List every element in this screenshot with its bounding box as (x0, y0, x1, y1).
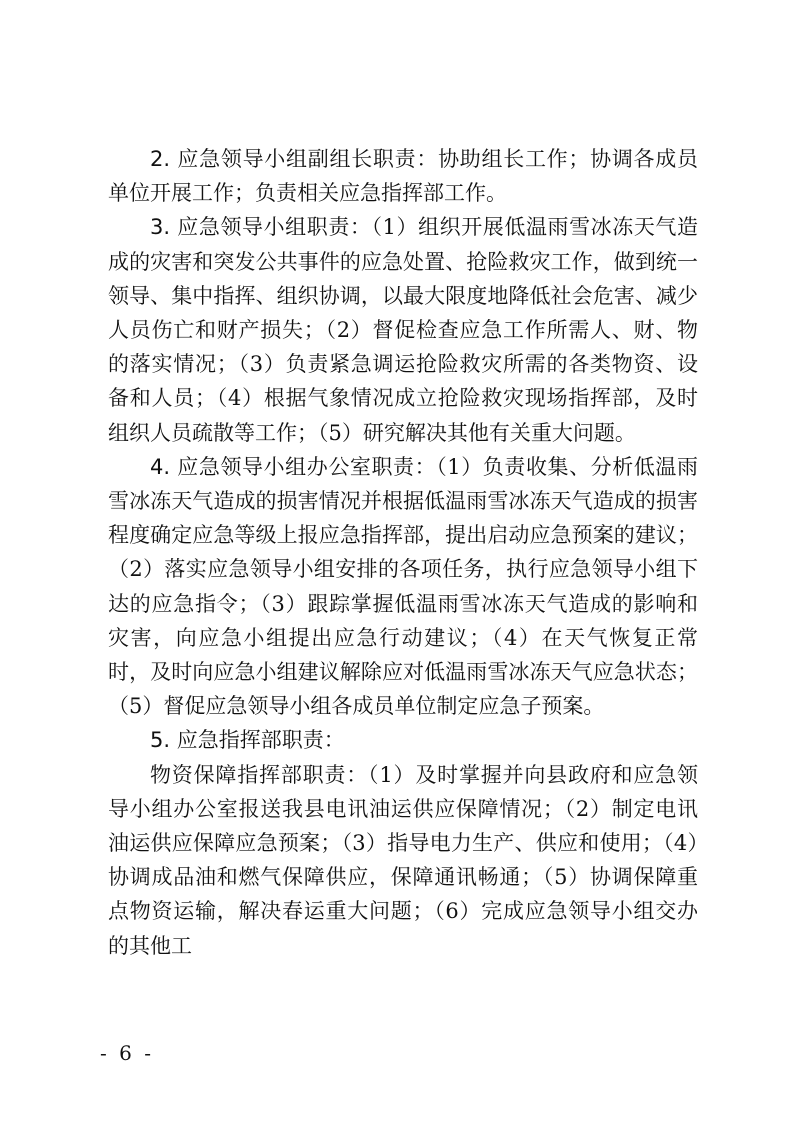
paragraph-heading: 4. 应急领导小组办公室职责： (150, 454, 437, 479)
paragraph-text: 协助组长工作；协调各成员单位开展工作；负责相关应急指挥部工作。 (108, 147, 698, 206)
paragraph-heading: 2. 应急领导小组副组长职责： (150, 147, 439, 171)
paragraph-text: 物资保障指挥部职责：（1）及时掌握并向县政府和应急领导小组办公室报送我县电讯油运供应保障情况；（2）制定电讯油运供应保障应急预案；（3）指导电力生产、供应和使用；（4）协调成品油和燃气保障供应，保障通讯畅通；（5）协调保障重点物资运输，解决春运重大问题；（6）完成应急领导小组交办的其他工 (108, 762, 698, 958)
paragraph-command-duties (108, 723, 698, 757)
paragraph-heading: 3. 应急领导小组职责： (150, 215, 372, 240)
paragraph-supply-command-duties (108, 758, 698, 963)
paragraph-heading: 5. 应急指挥部职责： (150, 728, 345, 753)
page-number: - 6 - (100, 1041, 154, 1065)
paragraph-office-duties (108, 450, 698, 724)
paragraph-leading-group-duties (108, 210, 698, 449)
paragraph-text: （1）组织开展低温雨雪冰冻天气造成的灾害和突发公共事件的应急处置、抢险救灾工作，做到统一领导、集中指挥、组织协调，以最大限度地降低社会危害、减少人员伤亡和财产损失；（2）督促检查应急工作所需人、财、物的落实情况；（3）负责紧急调运抢险救灾所需的各类物资、设备和人员；（4）根据气象情况成立抢险救灾现场指挥部，及时组织人员疏散等工作；（5）研究解决其他有关重大问题。 (108, 215, 698, 445)
paragraph-text: （1）负责收集、分析低温雨雪冰冻天气造成的损害情况并根据低温雨雪冰冻天气造成的损害程度确定应急等级上报应急指挥部，提出启动应急预案的建议；（2）落实应急领导小组安排的各项任务，执行应急领导小组下达的应急指令；（3）跟踪掌握低温雨雪冰冻天气造成的影响和灾害，向应急小组提出应急行动建议；（4）在天气恢复正常时，及时向应急小组建议解除应对低温雨雪冰冻天气应急状态；（5）督促应急领导小组各成员单位制定应急子预案。 (108, 454, 698, 719)
paragraph-deputy-leader-duties (108, 142, 698, 210)
document-body (108, 142, 698, 963)
